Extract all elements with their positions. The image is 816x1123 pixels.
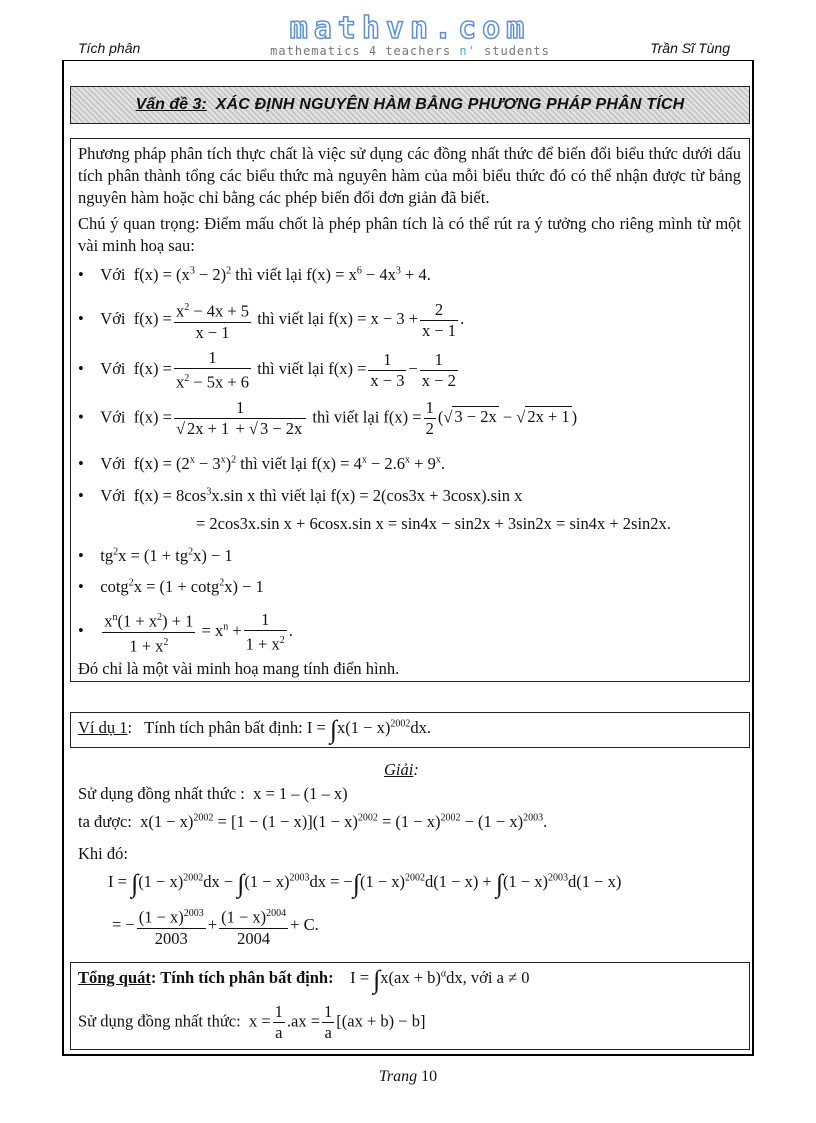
rewrite-label: thì viết lại — [240, 454, 308, 473]
theory-closing: Đó chỉ là một vài minh hoạ mang tính điển hình. — [78, 659, 400, 678]
theory-note: Chú ý quan trọng: Điểm mấu chốt là phép phân tích là có thể rút ra ý tưởng cho riêng mình từ một vài minh hoạ sau: — [78, 214, 741, 255]
header-left: Tích phân — [78, 40, 141, 56]
general-identity-intro: Sử dụng đồng nhất thức: — [78, 1011, 241, 1031]
with-label: Với — [100, 407, 126, 427]
rewrite-label: thì viết lại — [257, 359, 325, 379]
then-label: Khi đó: — [78, 844, 128, 863]
identity-line — [78, 784, 348, 804]
with-label: Với — [100, 486, 126, 505]
example-5: • Với $f(x) = (2^x - 3^x)^2$ thì viết lại $f(x) = 4^x - 2.6^x + 9^x$. — [78, 454, 445, 473]
example-6: • Với $f(x) = 8\cos^3x.\sin$ x thì viết lại f(x) = 2(cos3x + 3cosx).sin x — [78, 486, 523, 505]
rewrite-label: thì viết lại — [235, 265, 303, 284]
example-2: • Với f(x) = $\frac{x^2 - 4x + 5}{x - 1}$ thì viết lại f(x) = x − 3 + $\frac{2}{x - 1}$ . — [78, 299, 465, 342]
with-label: Với — [100, 454, 126, 473]
example-task: Tính tích phân bất định: — [144, 718, 303, 737]
banner-label: Vấn đề 3 — [135, 96, 202, 113]
solution-label: Giải — [384, 760, 414, 779]
with-label: Với — [100, 309, 126, 329]
logo-tagline-c: students — [475, 44, 550, 58]
solution-step-2: = − $\frac{(1 - x)^{2003}}{2003}$ + $\frac{(1 - x)^{2004}}{2004}$ + C. — [112, 904, 319, 949]
solution-step-1: $I = \int(1 - x)^{2002}dx - \int(1 - x)^{2003}dx = -\int(1 - x)^{2002}d(1 - x) + \int(1 - x)^{2003}d(1 - x)$ — [108, 869, 622, 898]
general-task: Tính tích phân bất định: — [160, 968, 334, 987]
example-4: • Với f(x) = $\frac{1}{√ 2x + 1 + √ 3 - 2x}$ thì viết lại f(x) = $\frac{1}{2}$ (√ 3 − 2x − √ 2x + 1 ) — [78, 398, 578, 438]
example-9: • $\frac{x^n(1 + x^2) + 1}{1 + x^2}$ = $x^n$ + $\frac{1}{1 + x^2}$ . — [78, 609, 293, 655]
general-condition: , với a ≠ 0 — [462, 968, 530, 987]
with-label: Với — [100, 359, 126, 379]
rewrite-label: thì viết lại — [257, 309, 325, 329]
we-get-label: ta được: — [78, 812, 132, 831]
example-8: • cotg$^2$x = (1 + cotg$^2$x) − 1 — [78, 577, 264, 596]
example-6-cont: = 2cos3x.sin x + 6cosx.sin x = sin4x − sin2x + 3sin2x = sin4x + 2sin2x. — [196, 514, 671, 533]
example-1: • Với $f(x) = (x^3 - 2)^2$ thì viết lại $f(x) = x^6 - 4x^3 + 4$. — [78, 265, 431, 284]
logo-tagline-b: n' — [459, 44, 476, 58]
header-right: Trần Sĩ Tùng — [650, 40, 730, 56]
example-statement: Ví dụ 1: Tính tích phân bất định: $I = \int x(1 - x)^{2002}dx$. — [78, 715, 431, 744]
logo-tagline-a: mathematics 4 teachers — [270, 44, 460, 58]
page-footer — [0, 1068, 816, 1086]
we-get-line: ta được: $x(1 - x)^{2002} = [1 - (1 - x)](1 - x)^{2002} = (1 - x)^{2002} - (1 - x)^{2003}$. — [78, 812, 548, 831]
rewrite-label: thì viết lại — [312, 407, 380, 427]
page-number: 10 — [421, 1068, 438, 1085]
example-7: • $tg^2x = (1 + tg^2x) - 1$ — [78, 546, 233, 565]
identity-formula: x = 1 – (1 – x) — [253, 784, 348, 803]
solution-heading: Giải: — [384, 760, 419, 779]
banner-colon: : — [201, 96, 207, 113]
with-label: Với — [100, 265, 126, 284]
general-identity: Sử dụng đồng nhất thức: x = $\frac{1}{a}$ .ax = $\frac{1}{a}$ [(ax + b) − b] — [78, 1002, 426, 1042]
theory-intro: Phương pháp phân tích thực chất là việc sử dụng các đồng nhất thức để biến đổi biểu thức dưới dấu tích phân thành tổng các biểu thức mà nguyên hàm của mỗi biểu thức đó có thể nhận được từ bảng nguyên hàm hoặc chỉ bằng các phép biến đổi đơn giản đã biết. — [78, 144, 741, 207]
logo-main: mathvn.com — [289, 11, 531, 46]
logo-tagline — [250, 44, 570, 58]
section-banner — [70, 86, 750, 124]
site-logo — [250, 11, 570, 58]
example-3: • Với f(x) = $\frac{1}{x^2 - 5x + 6}$ thì viết lại f(x) = $\frac{1}{x - 3}$ − $\frac{1}{x - 2}$ — [78, 348, 456, 392]
rewrite-label: thì viết lại — [259, 486, 327, 505]
identity-intro: Sử dụng đồng nhất thức : — [78, 784, 245, 803]
general-statement: Tổng quát: Tính tích phân bất định: I = ∫x(ax + b)$^\alpha$dx, với a ≠ 0 — [78, 965, 530, 994]
example-label: Ví dụ 1 — [78, 718, 128, 737]
footer-label: Trang — [378, 1068, 418, 1085]
banner-title: XÁC ĐỊNH NGUYÊN HÀM BẰNG PHƯƠNG PHÁP PHÂN TÍCH — [215, 96, 685, 113]
general-label: Tổng quát — [78, 968, 151, 987]
